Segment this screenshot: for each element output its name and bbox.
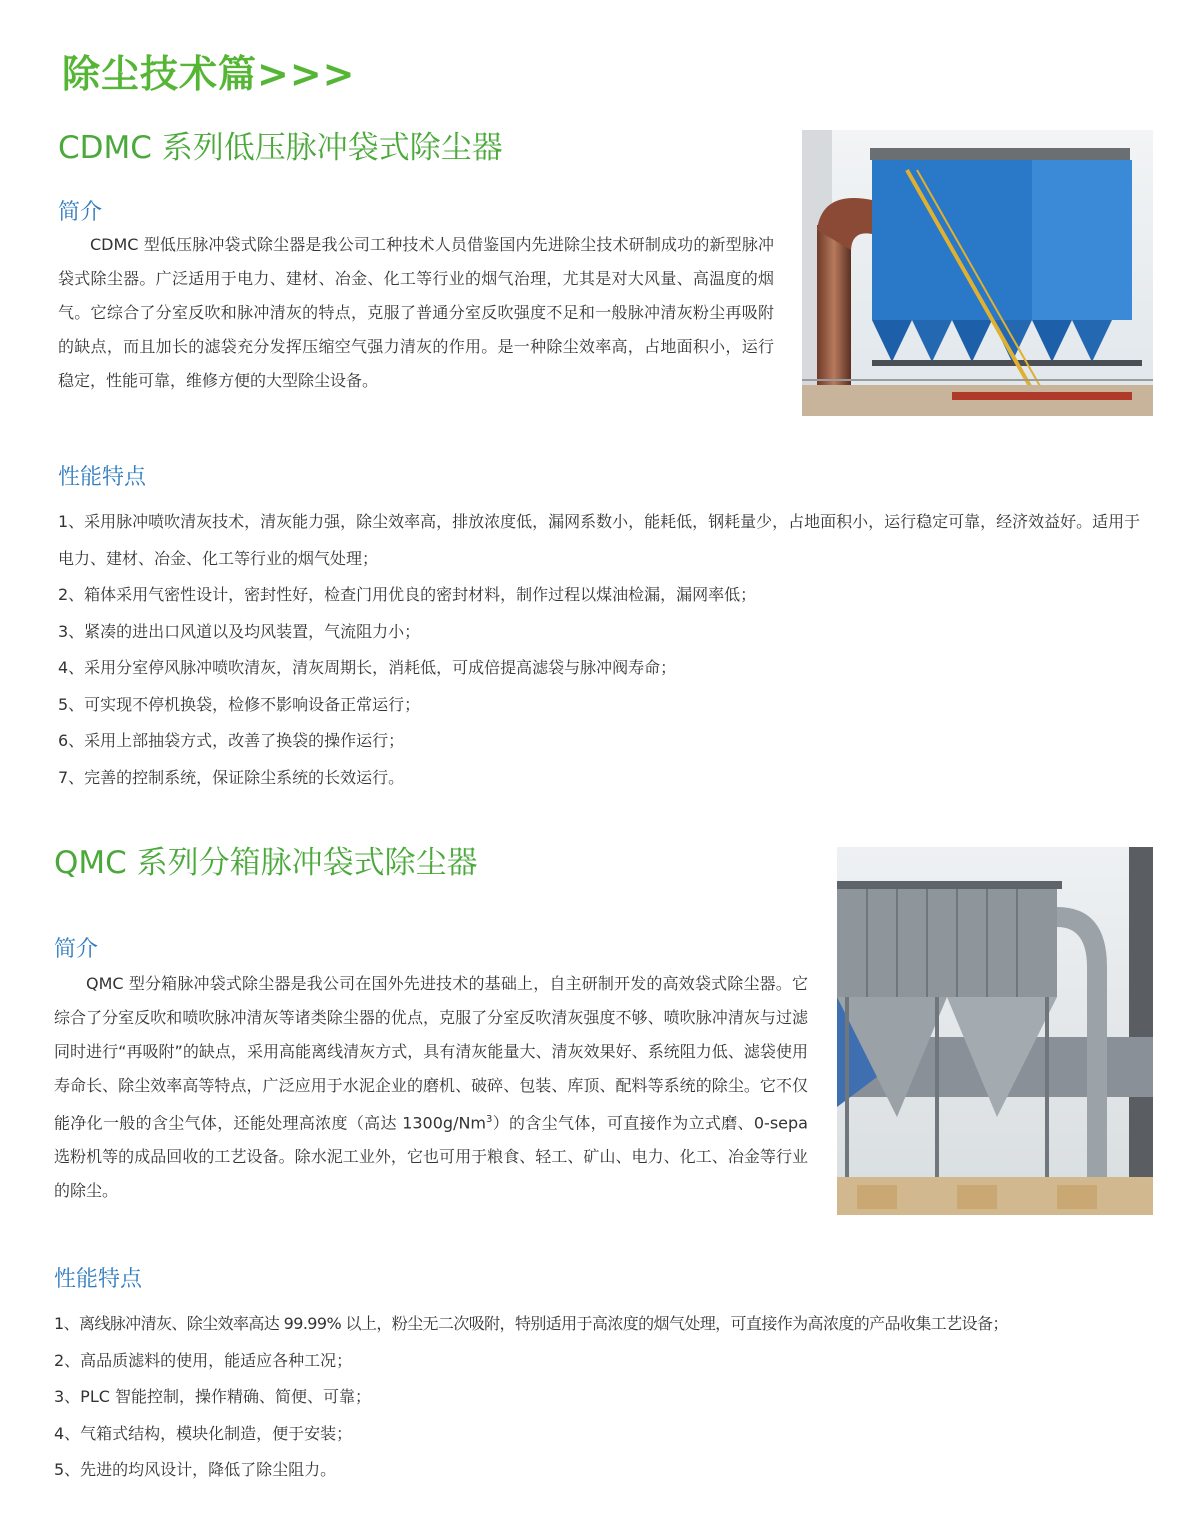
list-item: 1、采用脉冲喷吹清灰技术，清灰能力强，除尘效率高，排放浓度低，漏网系数小，能耗低，钢耗量少，占地面积小，运行稳定可靠，经济效益好。适用于电力、建材、冶金、化工等行业的烟气处理； xyxy=(58,512,1141,568)
list-item: 7、完善的控制系统，保证除尘系统的长效运行。 xyxy=(58,767,405,787)
features-heading-cdmc: 性能特点 xyxy=(58,465,147,490)
photo-qmc-dust-collector xyxy=(837,847,1153,1215)
list-item: 6、采用上部抽袋方式，改善了换袋的操作运行； xyxy=(58,731,405,750)
list-item: 3、紧凑的进出口风道以及均风装置，气流阻力小； xyxy=(58,621,421,641)
list-item: 1、离线脉冲清灰、除尘效率高达 99.99% 以上，粉尘无二次吸附，特别适用于高浓度的烟气处理，可直接作为高浓度的产品收集工艺设备； xyxy=(54,1314,1008,1333)
intro-paragraph-qmc-part1: QMC 型分箱脉冲袋式除尘器是我公司在国外先进技术的基础上，自主研制开发的高效袋式除尘器。它综合了分室反吹和喷吹脉冲清灰等诸类除尘器的优点，克服了分室反吹清灰强度不够、喷吹脉冲清灰与过滤同时进行“再吸附”的缺点，采用高能离线清灰方式，具有清灰能量大、清灰效果好、系统阻力低、滤袋使用寿命长、除尘效率高等特点，广泛应用于水泥企业的磨机、破碎、包装、库顶、配料等系统的除尘。它不仅能净化一般的含尘气体，还能处理高浓度（高达 1300g/Nm xyxy=(54,974,808,1133)
page-heading: 除尘技术篇>>> xyxy=(62,52,356,96)
feature-list-cdmc xyxy=(58,504,1153,796)
product-title-cdmc: CDMC 系列低压脉冲袋式除尘器 xyxy=(58,130,503,166)
list-item: 2、高品质滤料的使用，能适应各种工况； xyxy=(54,1350,353,1370)
photo-cdmc-dust-collector xyxy=(802,130,1153,416)
list-item: 2、箱体采用气密性设计，密封性好，检查门用优良的密封材料，制作过程以煤油检漏，漏网率低； xyxy=(58,585,757,604)
superscript: 3 xyxy=(486,1114,493,1125)
list-item: 5、先进的均风设计，降低了除尘阻力。 xyxy=(54,1460,337,1479)
list-item: 5、可实现不停机换袋，检修不影响设备正常运行； xyxy=(58,694,421,714)
intro-paragraph-qmc-part2: ）的含尘气体，可直接作为立式磨、0-sepa 选粉机等的成品回收的工艺设备。除水泥工业外，它也可用于粮食、轻工、矿山、电力、化工、冶金等行业的除尘。 xyxy=(54,1113,808,1201)
list-item: 4、气箱式结构，模块化制造，便于安装； xyxy=(54,1423,353,1443)
intro-heading-cdmc: 简介 xyxy=(58,200,103,225)
list-item: 3、PLC 智能控制，操作精确、简便、可靠； xyxy=(54,1387,372,1406)
intro-paragraph-cdmc: CDMC 型低压脉冲袋式除尘器是我公司工种技术人员借鉴国内先进除尘技术研制成功的新型脉冲袋式除尘器。广泛适用于电力、建材、冶金、化工等行业的烟气治理，尤其是对大风量、高温度的烟气。它综合了分室反吹和脉冲清灰的特点，克服了普通分室反吹强度不足和一般脉冲清灰粉尘再吸附的缺点，而且加长的滤袋充分发挥压缩空气强力清灰的作用。是一种除尘效率高，占地面积小，运行稳定，性能可靠，维修方便的大型除尘设备。 xyxy=(58,235,774,390)
feature-list-qmc xyxy=(54,1306,1154,1489)
intro-heading-qmc: 简介 xyxy=(54,937,99,962)
product-title-qmc: QMC 系列分箱脉冲袋式除尘器 xyxy=(54,845,478,881)
intro-paragraph-qmc xyxy=(54,967,808,1208)
list-item: 4、采用分室停风脉冲喷吹清灰，清灰周期长，消耗低，可成倍提高滤袋与脉冲阀寿命； xyxy=(58,658,677,677)
features-heading-qmc: 性能特点 xyxy=(54,1267,143,1292)
